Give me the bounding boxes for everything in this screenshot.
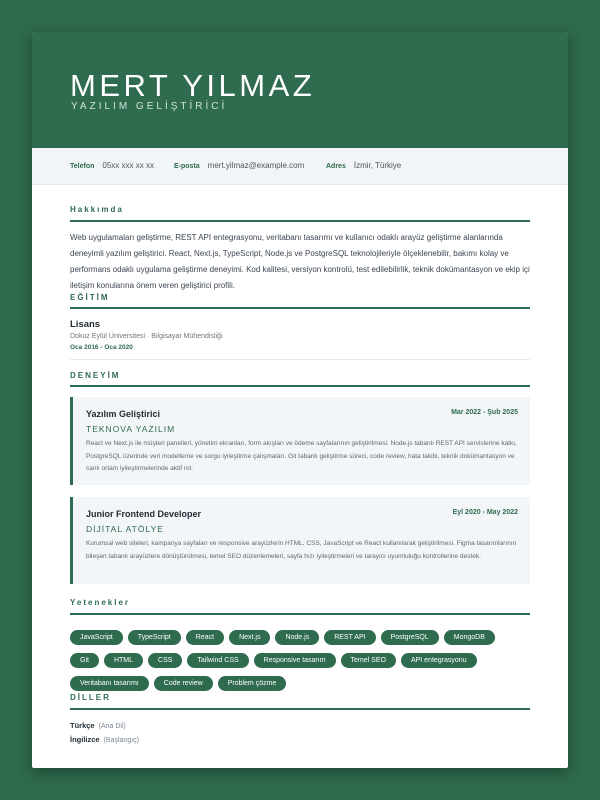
language-level: (Başlangıç): [103, 737, 139, 744]
contact-phone-label: Telefon: [70, 163, 95, 170]
about-text: Web uygulamaları geliştirme, REST API entegrasyonu, veritabanı tasarımı ve kullanıcı odaklı arayüz geliştirme alanlarında deneyimli yazılım geliştirici. React, Next.js, TypeScript, Node.js ve PostgreSQL teknolojileriyle ölçeklenebilir, bakımı kolay ve performans odaklı uygulama geliştirme deneyimi. Kod kalitesi, versiyon kontrolü, test edilebilirlik, teknik dokümantasyon ve ekip içi iletişim konularına önem veren geliştirici profili.: [70, 233, 530, 290]
contact-phone: [70, 161, 154, 170]
skill-chip: Node.js: [275, 630, 319, 645]
skill-chip: Git: [70, 653, 99, 668]
experience-heading: DENEYİM: [70, 371, 121, 380]
experience-date: Mar 2022 - Şub 2025: [451, 409, 518, 416]
about-heading: Hakkımda: [70, 205, 124, 214]
skill-chip: Responsive tasarım: [254, 653, 336, 668]
skill-chip: HTML: [104, 653, 143, 668]
skill-chip: TypeScript: [128, 630, 181, 645]
job-title: YAZILIM GELİŞTİRİCİ: [71, 101, 228, 112]
education-heading: EĞİTİM: [70, 293, 110, 302]
experience-item: [70, 497, 530, 584]
skill-chip: Temel SEO: [341, 653, 396, 668]
education-date: Oca 2016 - Oca 2020: [70, 344, 133, 351]
contact-email-label: E-posta: [174, 163, 200, 170]
experience-divider: [70, 385, 530, 387]
languages-divider: [70, 708, 530, 710]
resume-page: [32, 32, 568, 768]
skill-chip: JavaScript: [70, 630, 123, 645]
education-divider: [70, 307, 530, 309]
language-item: [70, 721, 126, 730]
experience-company: TEKNOVA YAZILIM: [86, 424, 176, 434]
about-divider: [70, 220, 530, 222]
education-separator: [70, 359, 530, 360]
contact-address-value: İzmir, Türkiye: [353, 161, 402, 170]
experience-position: Yazılım Geliştirici: [86, 409, 161, 419]
language-item: [70, 735, 139, 744]
skills-divider: [70, 613, 530, 615]
experience-position: Junior Frontend Developer: [86, 509, 202, 519]
contact-email: [174, 161, 304, 170]
experience-description: React ve Next.js ile müşteri panelleri, yönetim ekranları, form akışları ve ödeme sayfalarının geliştirilmesi. Node.js tabanlı REST API servislerine katkı, PostgreSQL üzerinde veri modelleme ve sorgu iyileştirme çalışmaları. Git tabanlı geliştirme süreci, code review, hata takibi, teknik dokümantasyon ve canlı ortam iyileştirmelerinde aktif rol.: [86, 440, 517, 472]
languages-heading: DİLLER: [70, 693, 111, 702]
resume-header: [32, 32, 568, 148]
skill-chip: CSS: [148, 653, 182, 668]
skill-chip: PostgreSQL: [381, 630, 439, 645]
skill-chip: REST API: [324, 630, 375, 645]
skill-chip: Next.js: [229, 630, 270, 645]
skill-chip: Problem çözme: [218, 676, 287, 691]
skill-chip: Tailwind CSS: [187, 653, 248, 668]
contact-email-value[interactable]: mert.yilmaz@example.com: [207, 161, 305, 170]
skill-chip: Veritabanı tasarımı: [70, 676, 149, 691]
language-name: İngilizce: [70, 735, 100, 744]
contact-phone-value: 05xx xxx xx xx: [102, 161, 154, 170]
experience-description: Kurumsal web siteleri, kampanya sayfaları ve responsive arayüzlerin HTML, CSS, JavaScript ve React kullanılarak geliştirilmesi. Figma tasarımlarının bileşen tabanlı arayüzlere dönüştürülmesi, temel SEO düzenlemeleri, sayfa hızı iyileştirmeleri ve tarayıcı uyumluluğu kontrollerine destek.: [86, 540, 517, 560]
experience-item: [70, 397, 530, 485]
experience-date: Eyl 2020 - May 2022: [452, 509, 518, 516]
language-name: Türkçe: [70, 721, 95, 730]
language-level: (Ana Dil): [98, 723, 126, 730]
full-name: MERT YILMAZ: [70, 68, 316, 103]
contact-bar: [32, 148, 568, 185]
skill-chip: Code review: [154, 676, 213, 691]
skill-chip: MongoDB: [444, 630, 495, 645]
skills-list: [70, 626, 530, 695]
experience-company: DİJİTAL ATÖLYE: [86, 524, 164, 534]
skill-chip: API entegrasyonu: [401, 653, 477, 668]
skill-chip: React: [186, 630, 224, 645]
contact-address: [326, 161, 401, 170]
skills-heading: Yetenekler: [70, 598, 131, 607]
contact-address-label: Adres: [326, 163, 346, 170]
education-school: Dokuz Eylül Üniversitesi · Bilgisayar Mühendisliği: [70, 333, 223, 340]
education-degree: Lisans: [70, 319, 101, 330]
